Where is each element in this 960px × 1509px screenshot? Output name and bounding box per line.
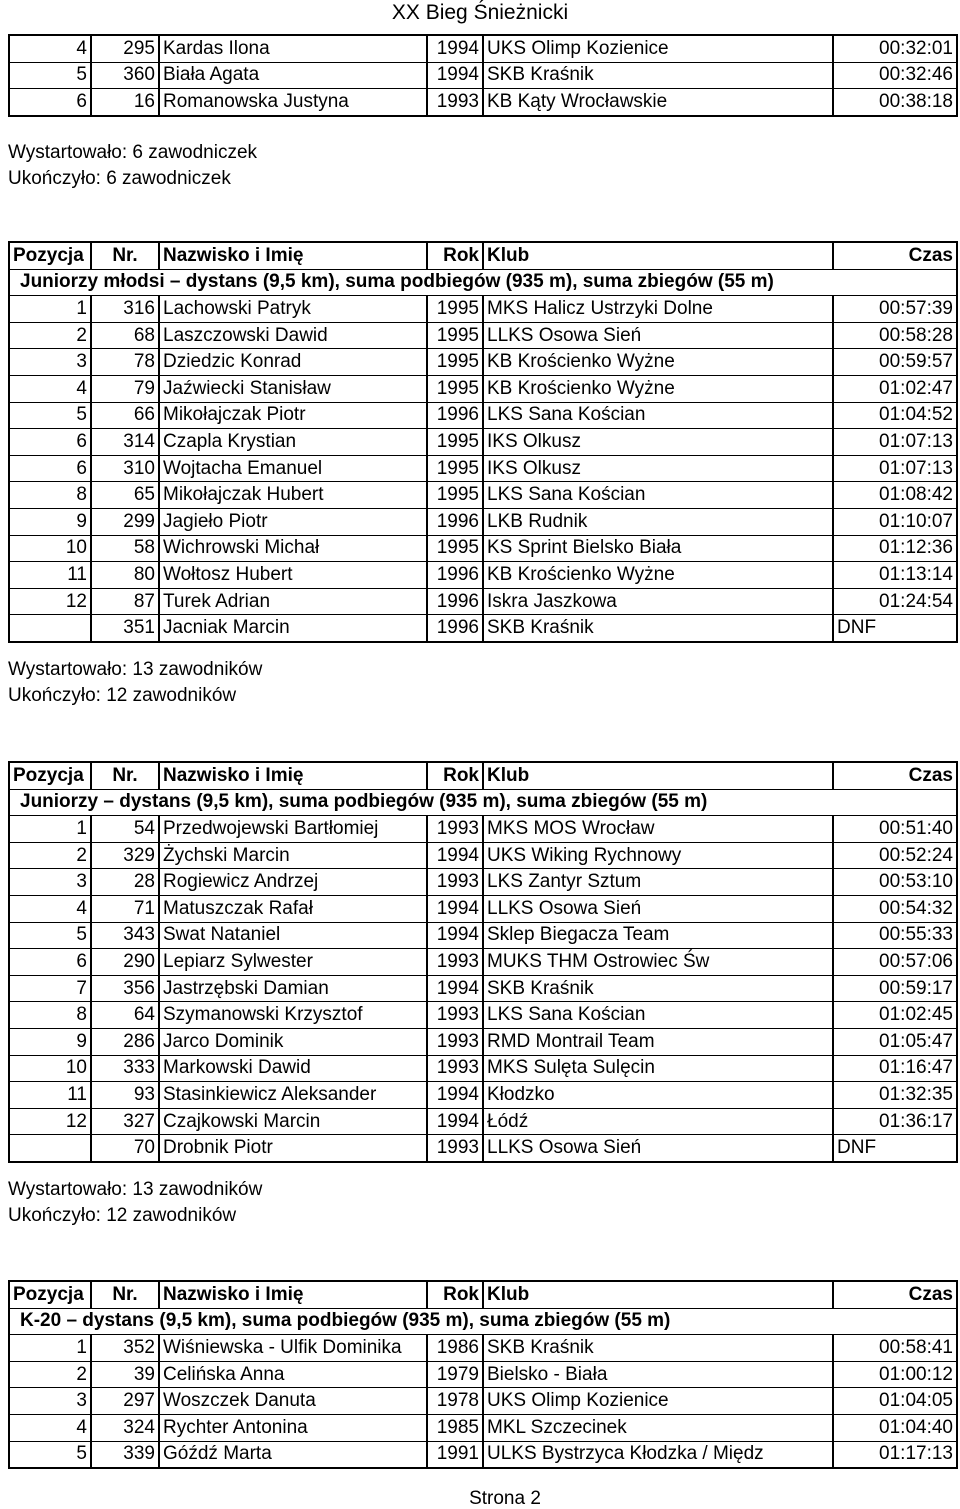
cell-number: 93: [91, 1082, 159, 1109]
page-number: Strona 2: [469, 1488, 541, 1509]
cell-club: UKS Wiking Rychnowy: [483, 842, 833, 869]
cell-position: 9: [9, 508, 91, 535]
cell-name: Mikołajczak Hubert: [159, 482, 427, 509]
table-row: [9, 1002, 957, 1029]
cell-name: Romanowska Justyna: [159, 89, 427, 116]
table-row: [9, 562, 957, 589]
cell-time: 01:02:45: [833, 1002, 957, 1029]
cell-position: 6: [9, 949, 91, 976]
cell-year: 1995: [427, 322, 483, 349]
column-header-club: Klub: [483, 242, 833, 269]
cell-name: Czapla Krystian: [159, 429, 427, 456]
cell-time: 01:02:47: [833, 375, 957, 402]
cell-name: Wiśniewska - Ulfik Dominika: [159, 1335, 427, 1362]
cell-number: 78: [91, 349, 159, 376]
cell-name: Góźdź Marta: [159, 1441, 427, 1468]
cell-number: 316: [91, 296, 159, 323]
cell-time: 01:05:47: [833, 1028, 957, 1055]
cell-number: 71: [91, 895, 159, 922]
column-header-name: Nazwisko i Imię: [159, 242, 427, 269]
cell-time: 01:04:05: [833, 1388, 957, 1415]
table-row: [9, 816, 957, 843]
cell-name: Jaźwiecki Stanisław: [159, 375, 427, 402]
cell-name: Turek Adrian: [159, 588, 427, 615]
cell-year: 1993: [427, 1028, 483, 1055]
cell-position: 1: [9, 1335, 91, 1362]
cell-year: 1995: [427, 535, 483, 562]
table-row: [9, 402, 957, 429]
cell-time: 00:32:01: [833, 35, 957, 62]
category-row: [9, 269, 957, 296]
cell-position: 4: [9, 895, 91, 922]
category-title: Juniorzy młodsi – dystans (9,5 km), suma podbiegów (935 m), suma zbiegów (55 m): [9, 269, 957, 296]
cell-time: DNF: [833, 1135, 957, 1162]
table-row: [9, 535, 957, 562]
cell-time: 00:55:33: [833, 922, 957, 949]
cell-number: 295: [91, 35, 159, 62]
cell-year: 1996: [427, 615, 483, 642]
cell-year: 1985: [427, 1414, 483, 1441]
column-header-nr: Nr.: [91, 1281, 159, 1308]
cell-number: 79: [91, 375, 159, 402]
cell-number: 39: [91, 1361, 159, 1388]
cell-number: 80: [91, 562, 159, 589]
cell-number: 16: [91, 89, 159, 116]
cell-position: 2: [9, 322, 91, 349]
cell-name: Woszczek Danuta: [159, 1388, 427, 1415]
cell-year: 1994: [427, 1082, 483, 1109]
column-header-year: Rok: [427, 242, 483, 269]
cell-name: Kardas Ilona: [159, 35, 427, 62]
cell-number: 352: [91, 1335, 159, 1362]
cell-time: 01:16:47: [833, 1055, 957, 1082]
cell-position: 11: [9, 562, 91, 589]
column-header-pos: Pozycja: [9, 1281, 91, 1308]
cell-year: 1995: [427, 455, 483, 482]
results-table: [8, 241, 958, 643]
cell-year: 1995: [427, 482, 483, 509]
cell-club: LKS Sana Kościan: [483, 1002, 833, 1029]
cell-time: 01:32:35: [833, 1082, 957, 1109]
cell-year: 1994: [427, 842, 483, 869]
cell-club: RMD Montrail Team: [483, 1028, 833, 1055]
cell-year: 1996: [427, 562, 483, 589]
finished-count: Ukończyło: 6 zawodniczek: [8, 168, 231, 189]
cell-position: 4: [9, 35, 91, 62]
table-row: [9, 62, 957, 89]
cell-club: KS Sprint Bielsko Biała: [483, 535, 833, 562]
table-row: [9, 455, 957, 482]
table-row: [9, 1055, 957, 1082]
cell-position: 4: [9, 375, 91, 402]
cell-year: 1993: [427, 1135, 483, 1162]
table-header-row: [9, 762, 957, 789]
cell-time: 01:10:07: [833, 508, 957, 535]
cell-position: 5: [9, 922, 91, 949]
cell-number: 327: [91, 1108, 159, 1135]
column-header-time: Czas: [833, 1281, 957, 1308]
cell-position: 1: [9, 296, 91, 323]
cell-position: 2: [9, 1361, 91, 1388]
cell-number: 356: [91, 975, 159, 1002]
column-header-club: Klub: [483, 762, 833, 789]
table-row: [9, 1108, 957, 1135]
cell-time: 00:38:18: [833, 89, 957, 116]
cell-name: Szymanowski Krzysztof: [159, 1002, 427, 1029]
cell-club: MKS Sulęta Sulęcin: [483, 1055, 833, 1082]
cell-year: 1995: [427, 349, 483, 376]
cell-time: 00:51:40: [833, 816, 957, 843]
cell-time: 00:59:57: [833, 349, 957, 376]
cell-position: 12: [9, 1108, 91, 1135]
cell-name: Lachowski Patryk: [159, 296, 427, 323]
page-header-title: XX Bieg Śnieżnicki: [391, 1, 569, 24]
cell-year: 1996: [427, 588, 483, 615]
table-row: [9, 1388, 957, 1415]
cell-club: SKB Kraśnik: [483, 975, 833, 1002]
category-row: [9, 789, 957, 816]
cell-number: 28: [91, 869, 159, 896]
cell-time: 00:52:24: [833, 842, 957, 869]
category-row: [9, 1308, 957, 1335]
results-table-top: [8, 34, 958, 117]
cell-position: 3: [9, 869, 91, 896]
cell-year: 1994: [427, 922, 483, 949]
category-title: Juniorzy – dystans (9,5 km), suma podbiegów (935 m), suma zbiegów (55 m): [9, 789, 957, 816]
cell-number: 360: [91, 62, 159, 89]
cell-club: MUKS THM Ostrowiec Św: [483, 949, 833, 976]
cell-year: 1986: [427, 1335, 483, 1362]
started-count: Wystartowało: 13 zawodników: [8, 659, 263, 680]
cell-position: 1: [9, 816, 91, 843]
cell-position: 8: [9, 482, 91, 509]
cell-number: 87: [91, 588, 159, 615]
finished-count: Ukończyło: 12 zawodników: [8, 685, 237, 706]
cell-name: Wojtacha Emanuel: [159, 455, 427, 482]
table-row: [9, 1028, 957, 1055]
finished-count: Ukończyło: 12 zawodników: [8, 1205, 237, 1226]
table-row: [9, 349, 957, 376]
table-row: [9, 842, 957, 869]
cell-name: Żychski Marcin: [159, 842, 427, 869]
cell-club: KB Kąty Wrocławskie: [483, 89, 833, 116]
table-row: [9, 482, 957, 509]
cell-time: DNF: [833, 615, 957, 642]
cell-time: 01:12:36: [833, 535, 957, 562]
results-table: [8, 1280, 958, 1469]
cell-year: 1979: [427, 1361, 483, 1388]
cell-position: 2: [9, 842, 91, 869]
cell-name: Drobnik Piotr: [159, 1135, 427, 1162]
cell-name: Laszczowski Dawid: [159, 322, 427, 349]
cell-club: LLKS Osowa Sień: [483, 322, 833, 349]
cell-club: MKS MOS Wrocław: [483, 816, 833, 843]
cell-club: MKS Halicz Ustrzyki Dolne: [483, 296, 833, 323]
cell-year: 1995: [427, 429, 483, 456]
table-row: [9, 296, 957, 323]
cell-number: 299: [91, 508, 159, 535]
cell-time: 01:07:13: [833, 429, 957, 456]
cell-number: 351: [91, 615, 159, 642]
table-row: [9, 508, 957, 535]
cell-name: Wichrowski Michał: [159, 535, 427, 562]
table-row: [9, 1361, 957, 1388]
cell-year: 1993: [427, 1002, 483, 1029]
cell-year: 1995: [427, 375, 483, 402]
column-header-year: Rok: [427, 762, 483, 789]
cell-position: 10: [9, 535, 91, 562]
table-row: [9, 869, 957, 896]
cell-position: 3: [9, 349, 91, 376]
table-row: [9, 375, 957, 402]
cell-time: 00:58:41: [833, 1335, 957, 1362]
cell-year: 1994: [427, 35, 483, 62]
table-row: [9, 1414, 957, 1441]
cell-number: 70: [91, 1135, 159, 1162]
started-count: Wystartowało: 6 zawodniczek: [8, 142, 258, 163]
cell-club: IKS Olkusz: [483, 455, 833, 482]
table-row: [9, 1135, 957, 1162]
table-row: [9, 1335, 957, 1362]
cell-number: 290: [91, 949, 159, 976]
table-row: [9, 615, 957, 642]
cell-number: 64: [91, 1002, 159, 1029]
table-row: [9, 895, 957, 922]
cell-club: Bielsko - Biała: [483, 1361, 833, 1388]
column-header-nr: Nr.: [91, 242, 159, 269]
cell-position: 3: [9, 1388, 91, 1415]
cell-position: 11: [9, 1082, 91, 1109]
cell-time: 01:00:12: [833, 1361, 957, 1388]
cell-club: KB Krościenko Wyżne: [483, 349, 833, 376]
cell-number: 333: [91, 1055, 159, 1082]
cell-name: Rogiewicz Andrzej: [159, 869, 427, 896]
cell-number: 286: [91, 1028, 159, 1055]
cell-position: 5: [9, 402, 91, 429]
cell-year: 1993: [427, 1055, 483, 1082]
cell-name: Dziedzic Konrad: [159, 349, 427, 376]
cell-club: SKB Kraśnik: [483, 615, 833, 642]
cell-name: Przedwojewski Bartłomiej: [159, 816, 427, 843]
cell-time: 00:53:10: [833, 869, 957, 896]
table-row: [9, 35, 957, 62]
cell-club: KB Krościenko Wyżne: [483, 375, 833, 402]
cell-name: Lepiarz Sylwester: [159, 949, 427, 976]
cell-name: Mikołajczak Piotr: [159, 402, 427, 429]
cell-position: 6: [9, 89, 91, 116]
column-header-club: Klub: [483, 1281, 833, 1308]
column-header-time: Czas: [833, 762, 957, 789]
cell-club: LLKS Osowa Sień: [483, 1135, 833, 1162]
cell-year: 1996: [427, 508, 483, 535]
table-row: [9, 1082, 957, 1109]
cell-club: LLKS Osowa Sień: [483, 895, 833, 922]
cell-number: 329: [91, 842, 159, 869]
cell-year: 1993: [427, 949, 483, 976]
cell-position: 5: [9, 62, 91, 89]
column-header-name: Nazwisko i Imię: [159, 1281, 427, 1308]
cell-time: 01:07:13: [833, 455, 957, 482]
table-row: [9, 922, 957, 949]
cell-year: 1994: [427, 975, 483, 1002]
cell-time: 00:59:17: [833, 975, 957, 1002]
cell-position: 9: [9, 1028, 91, 1055]
cell-club: IKS Olkusz: [483, 429, 833, 456]
table-row: [9, 322, 957, 349]
table-row: [9, 949, 957, 976]
table-row: [9, 89, 957, 116]
cell-position: 6: [9, 455, 91, 482]
cell-year: 1994: [427, 1108, 483, 1135]
cell-position: [9, 615, 91, 642]
cell-number: 65: [91, 482, 159, 509]
cell-name: Jacniak Marcin: [159, 615, 427, 642]
table-header-row: [9, 1281, 957, 1308]
cell-number: 339: [91, 1441, 159, 1468]
cell-club: UKS Olimp Kozienice: [483, 35, 833, 62]
table-row: [9, 429, 957, 456]
cell-number: 66: [91, 402, 159, 429]
cell-time: 00:58:28: [833, 322, 957, 349]
cell-club: SKB Kraśnik: [483, 1335, 833, 1362]
cell-time: 00:32:46: [833, 62, 957, 89]
column-header-time: Czas: [833, 242, 957, 269]
category-title: K-20 – dystans (9,5 km), suma podbiegów (935 m), suma zbiegów (55 m): [9, 1308, 957, 1335]
results-table: [8, 761, 958, 1163]
cell-number: 54: [91, 816, 159, 843]
started-count: Wystartowało: 13 zawodników: [8, 1179, 263, 1200]
cell-year: 1993: [427, 89, 483, 116]
cell-number: 343: [91, 922, 159, 949]
cell-position: 5: [9, 1441, 91, 1468]
cell-position: 6: [9, 429, 91, 456]
table-row: [9, 1441, 957, 1468]
cell-name: Jagieło Piotr: [159, 508, 427, 535]
table-row: [9, 975, 957, 1002]
cell-year: 1993: [427, 816, 483, 843]
cell-name: Jarco Dominik: [159, 1028, 427, 1055]
cell-year: 1978: [427, 1388, 483, 1415]
cell-time: 00:54:32: [833, 895, 957, 922]
cell-year: 1996: [427, 402, 483, 429]
cell-club: LKS Sana Kościan: [483, 402, 833, 429]
cell-club: Iskra Jaszkowa: [483, 588, 833, 615]
cell-number: 297: [91, 1388, 159, 1415]
cell-position: 12: [9, 588, 91, 615]
cell-time: 01:13:14: [833, 562, 957, 589]
cell-club: Łódź: [483, 1108, 833, 1135]
cell-position: 10: [9, 1055, 91, 1082]
cell-position: [9, 1135, 91, 1162]
cell-position: 7: [9, 975, 91, 1002]
column-header-name: Nazwisko i Imię: [159, 762, 427, 789]
cell-time: 01:17:13: [833, 1441, 957, 1468]
cell-year: 1994: [427, 895, 483, 922]
cell-year: 1993: [427, 869, 483, 896]
cell-time: 00:57:06: [833, 949, 957, 976]
cell-club: LKB Rudnik: [483, 508, 833, 535]
cell-name: Wołtosz Hubert: [159, 562, 427, 589]
cell-name: Rychter Antonina: [159, 1414, 427, 1441]
cell-time: 01:04:40: [833, 1414, 957, 1441]
cell-time: 01:08:42: [833, 482, 957, 509]
cell-name: Stasinkiewicz Aleksander: [159, 1082, 427, 1109]
cell-year: 1995: [427, 296, 483, 323]
cell-name: Markowski Dawid: [159, 1055, 427, 1082]
cell-time: 01:24:54: [833, 588, 957, 615]
column-header-pos: Pozycja: [9, 242, 91, 269]
cell-number: 58: [91, 535, 159, 562]
table-row: [9, 588, 957, 615]
table-header-row: [9, 242, 957, 269]
column-header-nr: Nr.: [91, 762, 159, 789]
cell-club: LKS Zantyr Sztum: [483, 869, 833, 896]
cell-name: Celińska Anna: [159, 1361, 427, 1388]
cell-club: Kłodzko: [483, 1082, 833, 1109]
cell-club: LKS Sana Kościan: [483, 482, 833, 509]
cell-time: 01:36:17: [833, 1108, 957, 1135]
cell-number: 68: [91, 322, 159, 349]
cell-year: 1994: [427, 62, 483, 89]
cell-name: Matuszczak Rafał: [159, 895, 427, 922]
cell-name: Swat Nataniel: [159, 922, 427, 949]
cell-number: 324: [91, 1414, 159, 1441]
cell-club: SKB Kraśnik: [483, 62, 833, 89]
cell-number: 314: [91, 429, 159, 456]
column-header-pos: Pozycja: [9, 762, 91, 789]
cell-club: KB Krościenko Wyżne: [483, 562, 833, 589]
cell-time: 01:04:52: [833, 402, 957, 429]
cell-club: MKL Szczecinek: [483, 1414, 833, 1441]
cell-club: UKS Olimp Kozienice: [483, 1388, 833, 1415]
cell-number: 310: [91, 455, 159, 482]
cell-name: Czajkowski Marcin: [159, 1108, 427, 1135]
cell-position: 8: [9, 1002, 91, 1029]
cell-name: Jastrzębski Damian: [159, 975, 427, 1002]
cell-club: Sklep Biegacza Team: [483, 922, 833, 949]
cell-year: 1991: [427, 1441, 483, 1468]
cell-club: ULKS Bystrzyca Kłodzka / Międz: [483, 1441, 833, 1468]
column-header-year: Rok: [427, 1281, 483, 1308]
cell-name: Biała Agata: [159, 62, 427, 89]
cell-position: 4: [9, 1414, 91, 1441]
cell-time: 00:57:39: [833, 296, 957, 323]
